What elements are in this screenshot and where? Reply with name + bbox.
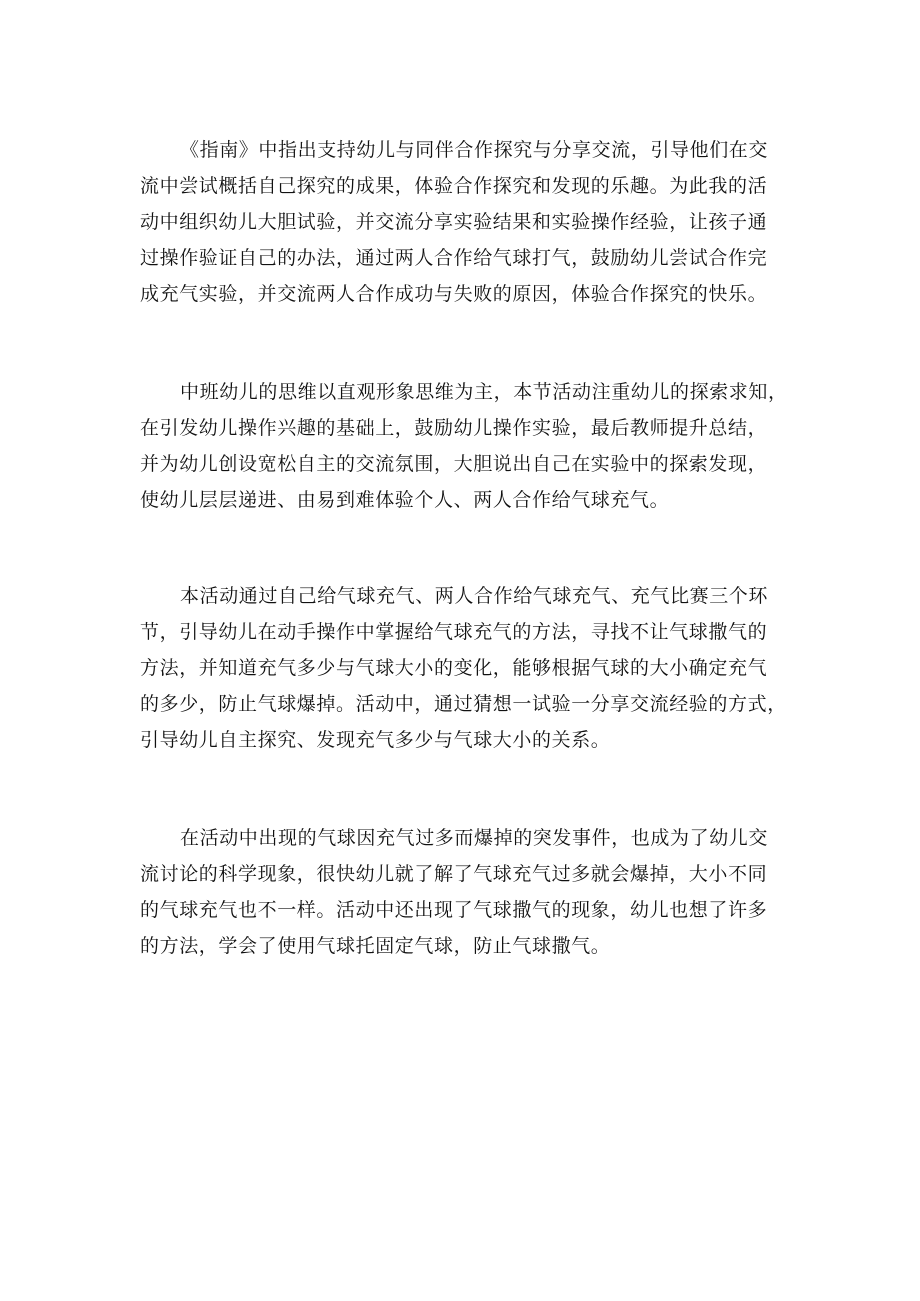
paragraph-line: 引导幼儿自主探究、发现充气多少与气球大小的关系。 [140,729,611,751]
paragraph-line: 的气球充气也不一样。活动中还出现了气球撒气的现象，幼儿也想了许多 [140,899,768,921]
paragraph-line: 成充气实验，并交流两人合作成功与失败的原因，体验合作探究的快乐。 [140,283,768,305]
paragraph-line: 的多少，防止气球爆掉。活动中，通过猜想一试验一分享交流经验的方式， [140,693,787,715]
paragraph-line: 流讨论的科学现象，很快幼儿就了解了气球充气过多就会爆掉，大小不同 [140,863,768,885]
paragraph-line: 《指南》中指出支持幼儿与同伴合作探究与分享交流，引导他们在交 [180,139,769,161]
paragraph-line: 本活动通过自己给气球充气、两人合作给气球充气、充气比赛三个环 [180,585,769,607]
paragraph-line: 在活动中出现的气球因充气过多而爆掉的突发事件，也成为了幼儿交 [180,827,769,849]
paragraph-activity-stages [140,578,820,758]
paragraph-line: 流中尝试概括自己探究的成果，体验合作探究和发现的乐趣。为此我的活 [140,175,768,197]
paragraph-guide-cooperation [140,132,820,312]
paragraph-line: 方法，并知道充气多少与气球大小的变化，能够根据气球的大小确定充气 [140,657,768,679]
paragraph-line: 节，引导幼儿在动手操作中掌握给气球充气的方法，寻找不让气球撒气的 [140,621,768,643]
paragraph-line: 使幼儿层层递进、由易到难体验个人、两人合作给气球充气。 [140,489,670,511]
paragraph-line: 在引发幼儿操作兴趣的基础上，鼓励幼儿操作实验，最后教师提升总结， [140,417,768,439]
paragraph-line: 过操作验证自己的办法，通过两人合作给气球打气，鼓励幼儿尝试合作完 [140,247,768,269]
paragraph-line: 并为幼儿创设宽松自主的交流氛围，大胆说出自己在实验中的探索发现， [140,453,768,475]
paragraph-line: 的方法，学会了使用气球托固定气球，防止气球撒气。 [140,935,611,957]
paragraph-line: 中班幼儿的思维以直观形象思维为主，本节活动注重幼儿的探索求知， [180,381,788,403]
paragraph-line: 动中组织幼儿大胆试验，并交流分享实验结果和实验操作经验，让孩子通 [140,211,768,233]
paragraph-balloon-incident [140,820,820,964]
paragraph-middle-class-thinking [140,374,820,518]
